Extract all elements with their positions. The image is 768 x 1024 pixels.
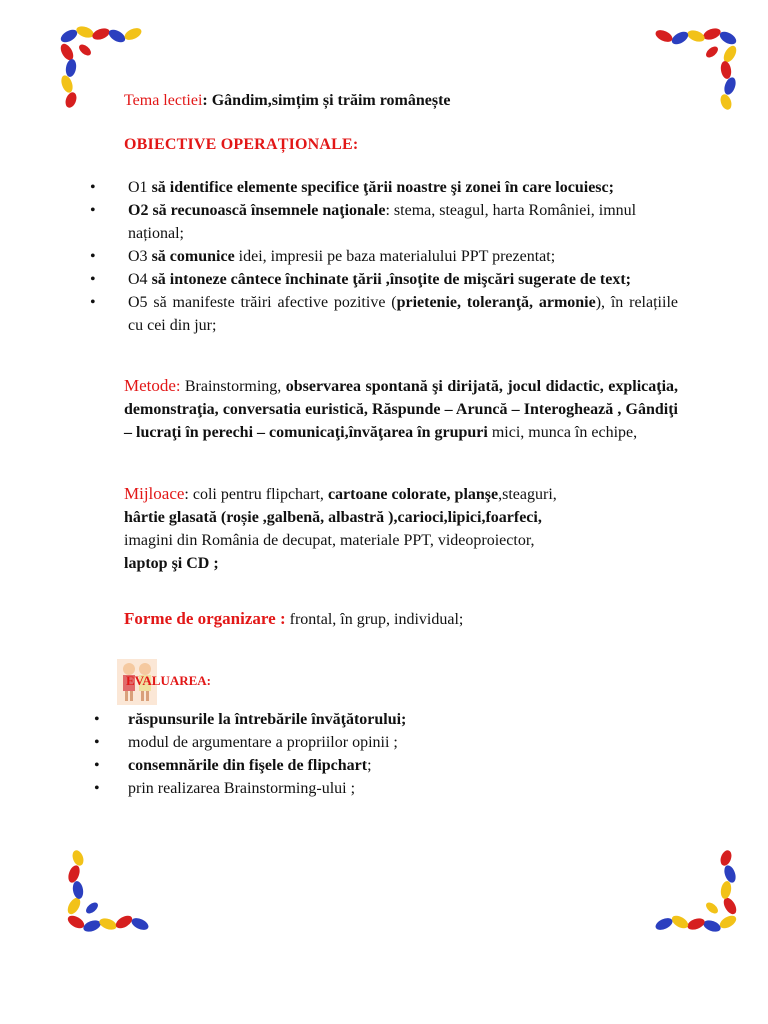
evaluation-item: răspunsurile la întrebările învăţătorului; [128,711,407,728]
list-item [90,291,678,337]
objective-code: O1 [128,179,152,196]
resources-text: : coli pentru flipchart, [184,486,328,503]
methods-label: Metode [124,376,176,395]
evaluation-item: prin realizarea Brainstorming-ului ; [128,780,356,797]
methods-text-end: mici, munca în echipe, [487,424,638,441]
evaluation-item: consemnările din fişele de flipchart [128,757,368,774]
organization-paragraph [124,607,678,631]
bullet-icon: • [90,294,96,311]
objective-rest: ), în relațiile cu cei din jur; [128,294,678,334]
resources-line [124,482,678,506]
bullet-icon: • [94,711,100,728]
evaluation-list [94,708,406,800]
resources-line: hârtie glasată (roșie ,galbenă, albastră ),carioci,lipici,foarfeci, [124,509,542,526]
objectives-heading: OBIECTIVE OPERAȚIONALE: [124,136,359,153]
bullet-icon: • [90,179,96,196]
bullet-icon: • [90,248,96,265]
butterfly-cluster-icon [632,22,742,132]
list-item [90,199,678,245]
objective-code: O2 să recunoască însemnele naţionale [128,202,386,219]
resources-line: imagini din România de decupat, materiale PPT, videoproiector, [124,532,535,549]
lesson-title [124,92,451,110]
evaluation-item-tail: ; [367,757,372,774]
resources-label: Mijloace [124,484,185,503]
methods-sep: : [175,378,185,395]
objective-rest: idei, impresii pe baza materialului PPT prezentat; [234,248,556,265]
bullet-icon: • [94,780,100,797]
butterfly-cluster-icon [632,828,742,938]
title-value: Gândim,simțim și trăim românește [207,92,451,109]
list-item [90,176,678,199]
organization-value: frontal, în grup, individual; [285,611,464,628]
objective-code: O5 să manifeste trăiri afective pozitive ( [128,294,397,311]
butterfly-corner-top-left [55,20,165,130]
resources-paragraph [124,482,678,575]
objective-bold: prietenie, toleranţă, armonie [396,294,596,311]
list-item [94,777,406,800]
butterfly-cluster-icon [62,828,172,938]
list-item [94,731,406,754]
butterfly-cluster-icon [55,20,165,130]
objective-bold: să intoneze cântece închinate ţării ,însoţite de mişcări sugerate de text; [151,271,631,288]
butterfly-corner-bottom-right [632,828,742,938]
objective-code: O4 [128,271,152,288]
objective-rest: : stema, steagul, harta României, imnul național; [128,202,637,242]
resources-text-bold: cartoane colorate, planşe [327,486,499,503]
objectives-list [90,176,678,337]
organization-label: Forme de organizare : [124,609,286,628]
bullet-icon: • [94,734,100,751]
methods-text-bold: observarea spontană şi dirijată, jocul didactic, explicaţia, demonstraţia, conversatia euristică, Răspunde – Aruncă – Interoghează , Gândiţi – lucraţi în perechi – comunicaţi,învăţarea în grupuri [124,378,679,441]
list-item [94,754,406,777]
title-sep: : [202,92,208,109]
butterfly-corner-top-right [632,22,742,132]
methods-paragraph [124,374,678,444]
objective-bold: să identifice elemente specifice ţării noastre şi zonei în care locuiesc; [151,179,614,196]
bullet-icon: • [90,202,96,219]
objective-bold: să comunice [151,248,235,265]
list-item [94,708,406,731]
title-label: Tema lectiei [124,92,203,109]
evaluation-item: modul de argumentare a propriilor opinii ; [128,734,398,751]
bullet-icon: • [94,757,100,774]
methods-text: Brainstorming, [184,378,286,395]
list-item [90,245,678,268]
evaluation-heading: EVALUAREA: [126,673,211,688]
list-item [90,268,678,291]
objective-code: O3 [128,248,152,265]
butterfly-corner-bottom-left [62,828,172,938]
resources-line: laptop şi CD ; [124,555,219,572]
bullet-icon: • [90,271,96,288]
resources-text: ,steaguri, [498,486,557,503]
